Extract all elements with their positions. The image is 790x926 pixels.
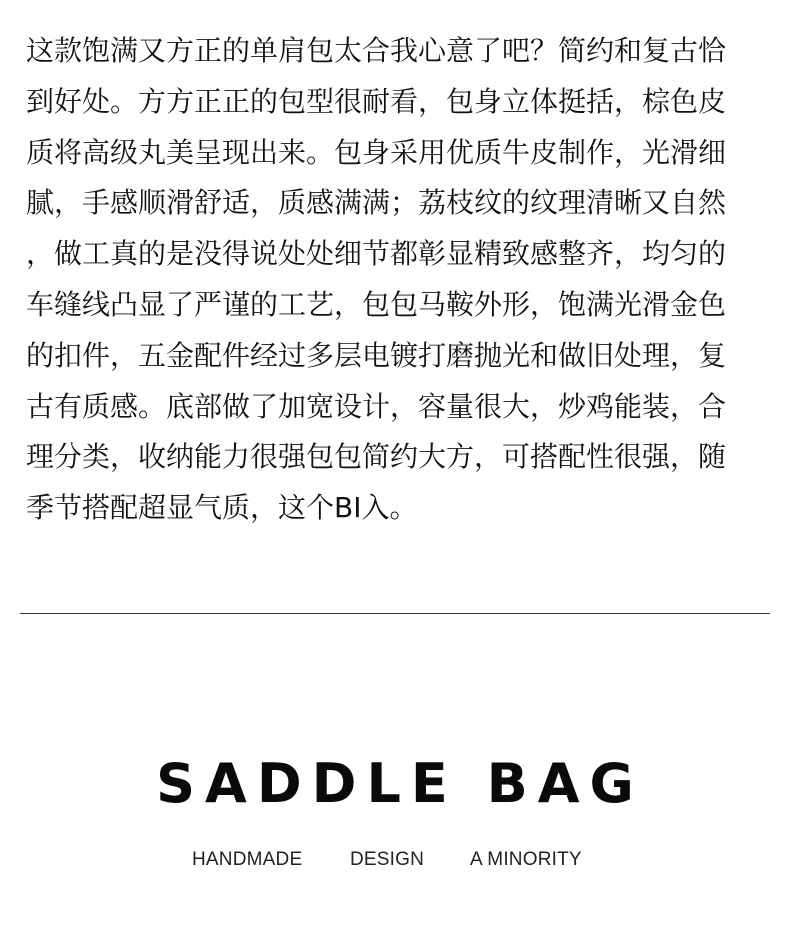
section-divider [20,613,770,614]
description-line: 质将高级丸美呈现出来。包身采用优质牛皮制作，光滑细 [26,135,727,169]
description-line: 车缝线凸显了严谨的工艺，包包马鞍外形，饱满光滑金色 [26,287,727,321]
description-line: 到好处。方方正正的包型很耐看，包身立体挺括，棕色皮 [26,84,727,118]
description-line: 古有质感。底部做了加宽设计，容量很大，炒鸡能装，合 [26,389,727,423]
tagline-handmade: HANDMADE [192,849,303,870]
brand-title: SADDLE BAG [156,752,644,815]
description-line: 这款饱满又方正的单肩包太合我心意了吧？简约和复古恰 [26,34,727,67]
description-line: 的扣件，五金配件经过多层电镀打磨抛光和做旧处理，复 [26,338,727,372]
description-line: 季节搭配超显气质，这个BI入。 [26,491,418,525]
description-line: ，做工真的是没得说处处细节都彰显精致感整齐，均匀的 [26,237,727,271]
description-line: 理分类，收纳能力很强包包简约大方，可搭配性很强，随 [26,440,727,474]
tagline-design: DESIGN [350,849,425,870]
description-line: 腻，手感顺滑舒适，质感满满；荔枝纹的纹理清晰又自然 [26,186,727,220]
product-description [26,26,766,534]
tagline-minority: A MINORITY [470,849,582,870]
